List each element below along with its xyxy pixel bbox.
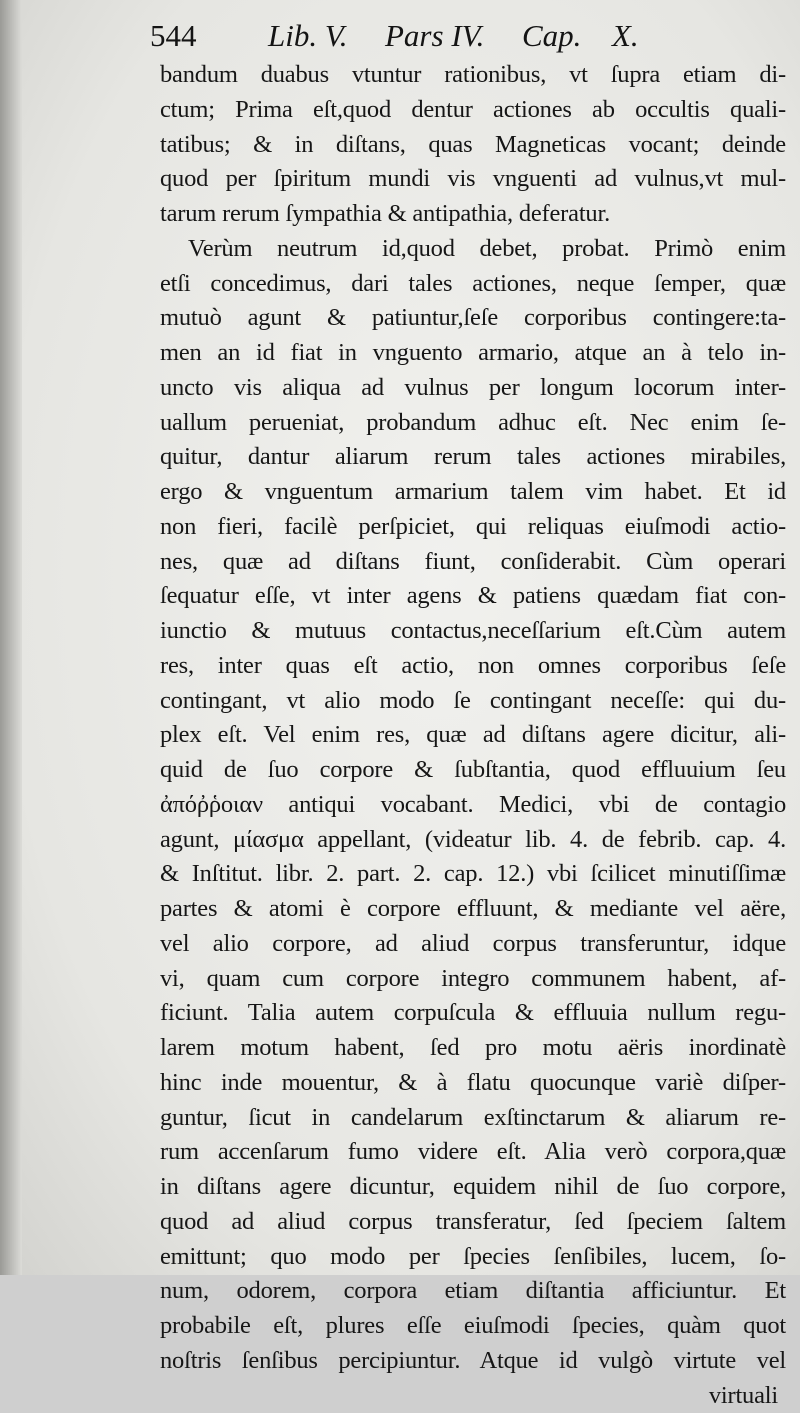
text-line: ergo & vnguentum armarium talem vim habet. Et id	[160, 475, 786, 510]
text-line: partes & atomi è corpore effluunt, & mediante vel aëre,	[160, 892, 786, 927]
text-line: tatibus; & in diſtans, quas Magneticas vocant; deinde	[160, 128, 786, 163]
text-line: agunt, μίασμα appellant, (videatur lib. 4. de febrib. cap. 4.	[160, 823, 786, 858]
text-line: quod per ſpiritum mundi vis vnguenti ad vulnus,vt mul-	[160, 162, 786, 197]
text-line: quid de ſuo corpore & ſubſtantia, quod effluuium ſeu	[160, 753, 786, 788]
header-part: Pars IV.	[385, 18, 484, 54]
text-line: vel alio corpore, ad aliud corpus transferuntur, idque	[160, 927, 786, 962]
text-line: uallum perueniat, probandum adhuc eſt. Nec enim ſe-	[160, 406, 786, 441]
text-line: probabile eſt, plures eſſe eiuſmodi ſpecies, quàm quot	[160, 1309, 786, 1344]
text-line: quitur, dantur aliarum rerum tales actiones mirabiles,	[160, 440, 786, 475]
header-cap: Cap.	[522, 18, 581, 54]
text-line: ctum; Prima eſt,quod dentur actiones ab occultis quali-	[160, 93, 786, 128]
text-line: uncto vis aliqua ad vulnus per longum locorum inter-	[160, 371, 786, 406]
body-text	[160, 58, 786, 1413]
text-line: contingant, vt alio modo ſe contingant neceſſe: qui du-	[160, 684, 786, 719]
text-line: bandum duabus vtuntur rationibus, vt ſupra etiam di-	[160, 58, 786, 93]
text-line: hinc inde mouentur, & à flatu quocunque variè diſper-	[160, 1066, 786, 1101]
text-line: mutuò agunt & patiuntur,ſeſe corporibus contingere:ta-	[160, 301, 786, 336]
text-line: res, inter quas eſt actio, non omnes corporibus ſeſe	[160, 649, 786, 684]
text-line: vi, quam cum corpore integro communem habent, af-	[160, 962, 786, 997]
text-line: rum accenſarum fumo videre eſt. Alia verò corpora,quæ	[160, 1135, 786, 1170]
text-line: men an id fiat in vnguento armario, atque an à telo in-	[160, 336, 786, 371]
text-line: num, odorem, corpora etiam diſtantia afficiuntur. Et	[160, 1274, 786, 1309]
page-gutter-shadow	[0, 0, 22, 1275]
text-line: iunctio & mutuus contactus,neceſſarium eſt.Cùm autem	[160, 614, 786, 649]
text-line: plex eſt. Vel enim res, quæ ad diſtans agere dicitur, ali-	[160, 718, 786, 753]
text-line: larem motum habent, ſed pro motu aëris inordinatè	[160, 1031, 786, 1066]
text-line: quod ad aliud corpus transferatur, ſed ſpeciem ſaltem	[160, 1205, 786, 1240]
text-line: emittunt; quo modo per ſpecies ſenſibiles, lucem, ſo-	[160, 1240, 786, 1275]
text-line: ἀπόῤῥοιαν antiqui vocabant. Medici, vbi de contagio	[160, 788, 786, 823]
text-line: non fieri, facilè perſpiciet, qui reliquas eiuſmodi actio-	[160, 510, 786, 545]
header-chapter-number: X.	[612, 18, 639, 54]
text-line: Verùm neutrum id,quod debet, probat. Primò enim	[160, 232, 786, 267]
text-line: noſtris ſenſibus percipiuntur. Atque id vulgò virtute vel	[160, 1344, 786, 1379]
text-line: guntur, ſicut in candelarum exſtinctarum & aliarum re-	[160, 1101, 786, 1136]
header-book: Lib. V.	[268, 18, 348, 54]
catchword: virtuali	[160, 1379, 786, 1413]
text-line: in diſtans agere dicuntur, equidem nihil de ſuo corpore,	[160, 1170, 786, 1205]
page-number: 544	[150, 18, 197, 54]
text-line: ficiunt. Talia autem corpuſcula & effluuia nullum regu-	[160, 996, 786, 1031]
text-line: tarum rerum ſympathia & antipathia, deferatur.	[160, 197, 786, 232]
text-line: nes, quæ ad diſtans fiunt, conſiderabit. Cùm operari	[160, 545, 786, 580]
text-line: ſequatur eſſe, vt inter agens & patiens quædam fiat con-	[160, 579, 786, 614]
running-head	[150, 18, 670, 62]
text-line: etſi concedimus, dari tales actiones, neque ſemper, quæ	[160, 267, 786, 302]
text-line: & Inſtitut. libr. 2. part. 2. cap. 12.) vbi ſcilicet minutiſſimæ	[160, 857, 786, 892]
